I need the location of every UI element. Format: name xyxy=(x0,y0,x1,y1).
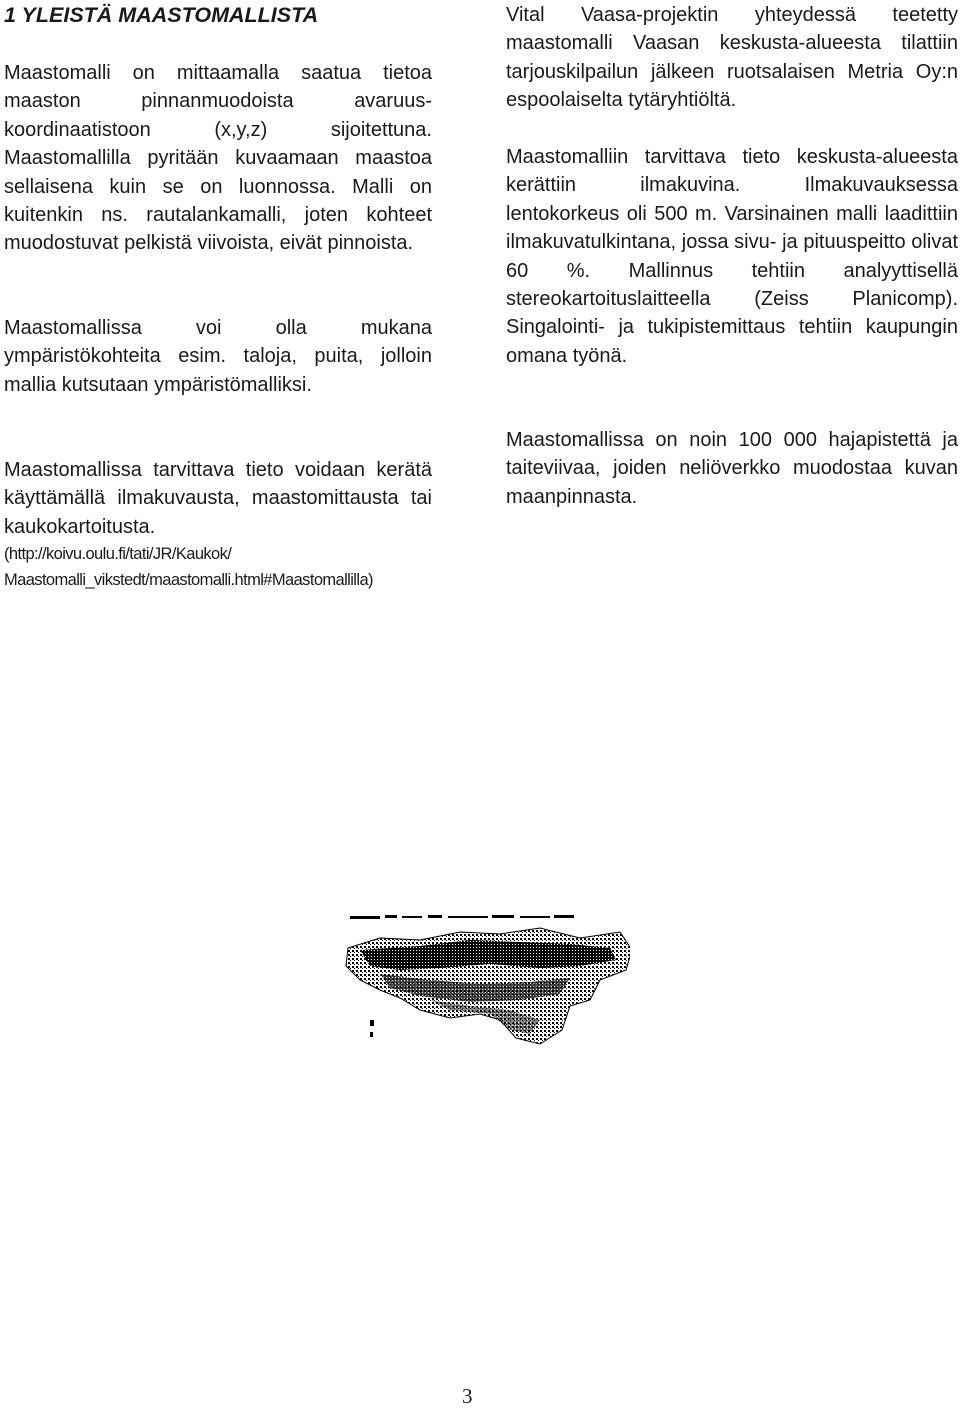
aerial-survey-paragraph: Maastomalliin tarvittava tieto keskusta-alueesta kerättiin ilmakuvina. Ilmakuvauksessa lentokorkeus oli 500 m. Varsinainen malli laadittiin ilmakuvatulkintana, jossa sivu- ja pituuspeitto olivat 60 %. Mallinnus tehtiin analyyttisellä stereokartoituslaitteella (Zeiss Planicomp). Singalointi- ja tukipistemittaus tehtiin kaupungin omana työnä. xyxy=(506,146,958,367)
environment-model-paragraph: Maastomallissa voi olla mukana ympäristökohteita esim. taloja, puita, jolloin mallia kutsutaan ympäristömalliksi. xyxy=(4,317,432,396)
source-url-line-2: Maastomalli_vikstedt/maastomalli.html#Maastomallilla) xyxy=(4,571,373,590)
project-paragraph: Vital Vaasa-projektin yhteydessä teetetty maastomalli Vaasan keskusta-alueesta tilattiin tarjouskilpailun jälkeen ruotsalaisen Metria Oy:n espoolaiselta tytäryhtiöltä. xyxy=(506,4,958,112)
source-url-line-1: (http://koivu.oulu.fi/tati/JR/Kaukok/ xyxy=(4,545,232,564)
point-count-paragraph: Maastomallissa on noin 100 000 hajapistettä ja taiteviivaa, joiden neliöverkko muodostaa kuvan maanpinnasta. xyxy=(506,429,958,508)
section-heading: 1 YLEISTÄ MAASTOMALLISTA xyxy=(4,3,319,27)
terrain-model-image xyxy=(340,910,630,1050)
page-number: 3 xyxy=(462,1384,473,1408)
data-collection-block xyxy=(4,456,432,593)
intro-paragraph: Maastomalli on mittaamalla saatua tietoa maaston pinnanmuodoista avaruus-koordinaatistoon (x,y,z) sijoitettuna. Maastomallilla pyritään kuvaamaan maastoa sellaisena kuin se on luonnossa. Malli on kuitenkin ns. rautalankamalli, joten kohteet muodostuvat pelkistä viivoista, eivät pinnoista. xyxy=(4,62,432,255)
data-collection-paragraph: Maastomallissa tarvittava tieto voidaan kerätä käyttämällä ilmakuvausta, maastomittausta tai kaukokartoitusta. xyxy=(4,459,432,538)
